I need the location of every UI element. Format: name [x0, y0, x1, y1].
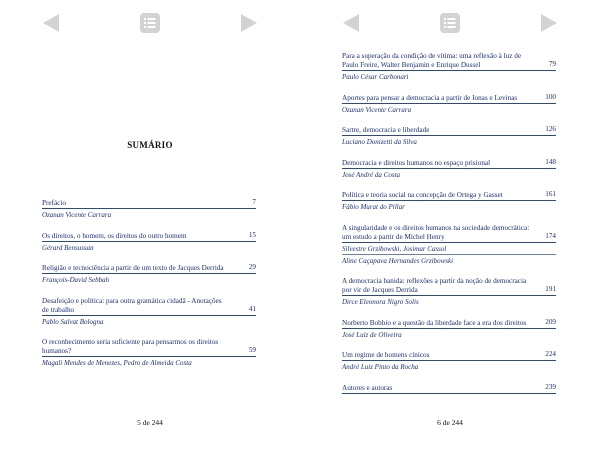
prev-page-button[interactable] — [340, 12, 362, 34]
toc-entry-title: Os direitos, o homem, os direitos do outro homem — [42, 231, 187, 240]
toc-entry-page-number: 126 — [545, 125, 556, 133]
triangle-left-icon — [340, 12, 362, 34]
toc-entry-author: José André da Costa — [342, 170, 401, 179]
toc-entry-page-number: 41 — [248, 304, 256, 313]
toc-entry[interactable] — [342, 319, 556, 340]
toc-entry-author: Ozanan Vicente Carrara — [42, 211, 112, 219]
toc-heading: SUMÁRIO — [127, 140, 173, 150]
toc-entry-title: Norberto Bobbio e a questão da liberdade face a era dos direitos — [342, 318, 527, 327]
toc-entry-link[interactable] — [342, 126, 556, 136]
menu-list-icon — [439, 12, 461, 34]
toc-entry[interactable] — [342, 126, 556, 147]
toc-entry-link[interactable] — [342, 351, 556, 361]
toc-entry-title: Prefácio — [42, 199, 66, 207]
toc-entry-link[interactable] — [42, 199, 256, 209]
page-number-label: 6 de 244 — [437, 418, 463, 427]
toc-entry-link[interactable] — [342, 52, 556, 71]
contents-menu-button[interactable] — [439, 12, 461, 34]
toc-entry-title: A democracia banida: reflexões a partir da noção de democracia por vir de Jacques Derrida — [342, 277, 527, 294]
toc-entry-link[interactable] — [42, 297, 256, 316]
toc-entry[interactable] — [42, 264, 256, 285]
toc-entry-author: André Luiz Pinto da Rocha — [342, 363, 419, 371]
toc-entry-author: Gérard Bensussan — [42, 243, 94, 252]
prev-page-button[interactable] — [40, 12, 62, 34]
toc-entry-title: Um regime de homens cínicos — [342, 351, 430, 359]
toc-entry-author: Silvestre Grzibowski, Josimar Cassol — [342, 243, 556, 255]
triangle-left-icon — [40, 12, 62, 34]
toc-entry-link[interactable] — [342, 384, 556, 394]
toc-entry-author: Luciano Donizetti da Silva — [342, 138, 417, 146]
triangle-right-icon — [238, 12, 260, 34]
toc-entry-page-number: 29 — [248, 263, 256, 271]
toc-entry-link[interactable] — [342, 224, 556, 243]
toc-list-right — [342, 52, 556, 405]
toc-entry-title: O reconhecimento seria suficiente para pensarmos os direitos humanos? — [42, 338, 219, 355]
toc-entry-title: Religião e tecnociência a partir de um texto de Jacques Derrida — [42, 264, 224, 272]
toc-entry-author: Paulo César Carbonari — [342, 73, 409, 81]
toc-entry-title: Política e teoria social na concepção de Ortega y Gasset — [342, 191, 503, 199]
toc-entry-link[interactable] — [342, 94, 556, 104]
toc-entry-page-number: 59 — [248, 346, 256, 354]
toc-entry[interactable] — [342, 277, 556, 307]
toc-entry-link[interactable] — [342, 159, 556, 169]
toc-entry-page-number: 209 — [545, 317, 556, 326]
toc-entry[interactable] — [342, 384, 556, 394]
toc-entry[interactable] — [42, 297, 256, 327]
toc-entry-title: Desafeição e política: para outra gramática cidadã - Anotações de trabalho — [42, 296, 222, 314]
toc-entry[interactable] — [342, 52, 556, 82]
toc-entry[interactable] — [342, 94, 556, 115]
toc-entry-author: François-David Sebbah — [42, 276, 110, 284]
right-page — [300, 0, 600, 450]
next-page-button[interactable] — [538, 12, 560, 34]
toc-entry-page-number: 100 — [545, 92, 556, 101]
toc-entry[interactable] — [42, 199, 256, 220]
toc-entry-page-number: 191 — [545, 285, 556, 293]
toc-entry-title: A singularidade e os direitos humanos na sociedade democrática: um estudo a partir de Michel Henry — [342, 223, 530, 241]
toc-entry-title: Democracia e direitos humanos no espaço prisional — [342, 158, 491, 167]
toc-entry-title: Aportes para pensar a democracia a partir de Ionas e Levinas — [342, 93, 518, 102]
toc-entry-author: Aline Caçapava Hernandes Grzibowski — [342, 256, 454, 265]
toc-entry-author: Magali Mendes de Menezes, Pedro de Almeida Costa — [42, 359, 192, 367]
toc-entry-page-number: 148 — [545, 157, 556, 166]
toc-entry[interactable] — [42, 338, 256, 368]
toc-entry[interactable] — [342, 351, 556, 372]
toc-entry-title: Autores e autoras — [342, 383, 393, 392]
toc-entry-link[interactable] — [342, 319, 556, 329]
toc-entry-page-number: 79 — [548, 60, 556, 68]
toc-entry-page-number: 161 — [545, 190, 556, 198]
toc-entry-link[interactable] — [342, 191, 556, 201]
toc-entry-page-number: 15 — [248, 230, 256, 239]
toc-entry-author: Fábio Murat do Pillar — [342, 203, 405, 211]
toc-entry[interactable] — [342, 191, 556, 212]
toc-entry[interactable] — [342, 159, 556, 180]
toc-entry-page-number: 174 — [545, 231, 556, 240]
toc-entry[interactable] — [42, 232, 256, 253]
toc-entry-link[interactable] — [42, 232, 256, 242]
toc-entry-page-number: 239 — [545, 382, 556, 391]
toc-entry-page-number: 7 — [252, 198, 256, 206]
toc-entry[interactable] — [342, 224, 556, 266]
toc-entry-title: Para a superação da condição de vítima: uma reflexão à luz de Paulo Freire, Walter Benjamin e Enrique Dussel — [342, 52, 522, 69]
toc-entry-link[interactable] — [342, 277, 556, 296]
next-page-button[interactable] — [238, 12, 260, 34]
page-number-label: 5 de 244 — [137, 418, 163, 427]
toc-entry-link[interactable] — [42, 264, 256, 274]
menu-list-icon — [139, 12, 161, 34]
contents-menu-button[interactable] — [139, 12, 161, 34]
toc-entry-link[interactable] — [42, 338, 256, 357]
triangle-right-icon — [538, 12, 560, 34]
left-nav-bar — [0, 12, 300, 34]
toc-entry-author: Dirce Eleonora Nigro Solis — [342, 298, 419, 306]
toc-list-left — [42, 199, 256, 380]
toc-entry-author: José Luiz de Oliveira — [342, 330, 402, 339]
toc-entry-page-number: 224 — [545, 350, 556, 358]
right-nav-bar — [300, 12, 600, 34]
toc-entry-author: Ozanan Vicente Carrara — [342, 105, 412, 114]
toc-entry-author: Pablo Salvat Bologna — [42, 317, 104, 326]
toc-entry-title: Sartre, democracia e liberdade — [342, 126, 430, 134]
